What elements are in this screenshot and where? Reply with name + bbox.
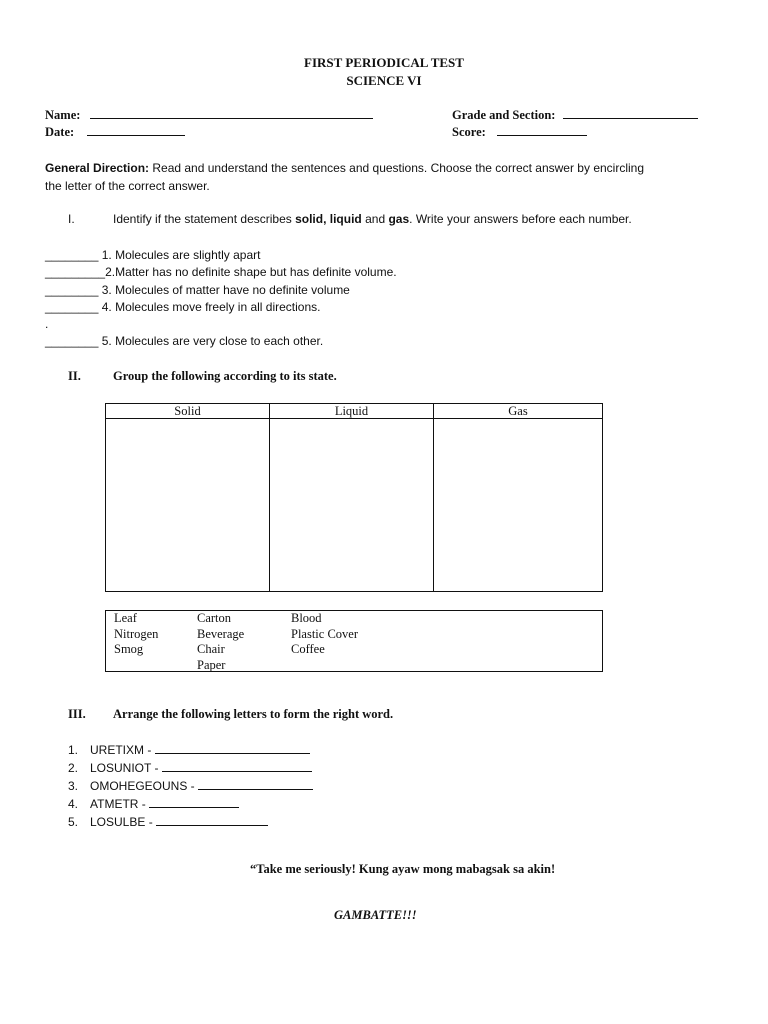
list-item: ________ 5. Molecules are very close to each other.	[45, 334, 324, 349]
item-number: 1.	[68, 743, 79, 757]
direction-text-2: the letter of the correct answer.	[45, 179, 210, 193]
scrambled-word: ATMETR -	[90, 797, 146, 811]
part3-item-list	[68, 741, 313, 831]
part1-item-list	[45, 247, 397, 351]
general-direction	[45, 159, 644, 195]
list-item: _________2.Matter has no definite shape but has definite volume.	[45, 265, 397, 280]
date-label: Date:	[45, 125, 75, 139]
scrambled-word: LOSUNIOT -	[90, 761, 159, 775]
list-item: Leaf	[114, 611, 137, 625]
list-item: ________ 1. Molecules are slightly apart	[45, 248, 261, 262]
list-item	[68, 759, 313, 777]
list-item	[68, 741, 313, 759]
item-bank-col-2	[197, 611, 244, 673]
list-item: Plastic Cover	[291, 626, 359, 641]
closing-quote: “Take me seriously! Kung ayaw mong mabagsak sa akin!	[250, 862, 556, 876]
page-subtitle: SCIENCE VI	[346, 73, 422, 88]
name-label: Name:	[45, 108, 81, 122]
name-blank[interactable]	[90, 107, 373, 119]
scrambled-word: URETIXM -	[90, 743, 152, 757]
list-item: Chair	[197, 642, 225, 656]
part1-instruction-post: . Write your answers before each number.	[409, 212, 632, 226]
part3-instruction: Arrange the following letters to form the right word.	[113, 707, 394, 721]
list-item: ________ 4. Molecules move freely in all directions.	[45, 299, 321, 314]
closing-message: GAMBATTE!!!	[334, 908, 417, 922]
grade-section-field[interactable]	[452, 107, 698, 123]
page-title: FIRST PERIODICAL TEST	[304, 55, 464, 70]
item-bank-col-3	[291, 611, 358, 658]
item-bank-box	[105, 610, 603, 672]
table-header-liquid: Liquid	[270, 404, 434, 419]
gas-answer-cell[interactable]	[434, 419, 603, 592]
name-field[interactable]	[45, 107, 373, 123]
liquid-answer-cell[interactable]	[270, 419, 434, 592]
list-item: Coffee	[291, 642, 325, 656]
grade-section-label: Grade and Section:	[452, 108, 556, 122]
date-blank[interactable]	[87, 124, 185, 136]
scrambled-word: OMOHEGEOUNS -	[90, 779, 195, 793]
table-header-solid: Solid	[106, 404, 270, 419]
part1-instruction	[113, 212, 632, 226]
list-item	[68, 813, 313, 831]
list-item: Beverage	[197, 626, 245, 641]
answer-blank[interactable]	[156, 814, 268, 826]
score-field[interactable]	[452, 124, 587, 140]
direction-text: Read and understand the sentences and questions. Choose the correct answer by encircling	[149, 161, 645, 175]
list-item: ________ 3. Molecules of matter have no definite volume	[45, 282, 350, 297]
part1-instruction-bold: solid, liquid	[295, 212, 362, 226]
answer-blank[interactable]	[149, 796, 239, 808]
item-number: 2.	[68, 761, 79, 775]
item-number: 5.	[68, 815, 79, 829]
item-number: 3.	[68, 779, 79, 793]
answer-blank[interactable]	[198, 778, 313, 790]
part1-numeral: I.	[68, 212, 75, 226]
list-item: Nitrogen	[114, 626, 159, 641]
answer-blank[interactable]	[162, 760, 312, 772]
part1-instruction-pre: Identify if the statement describes	[113, 212, 296, 226]
item-bank-col-1	[114, 611, 158, 658]
part1-instruction-bold2: gas	[388, 212, 410, 226]
score-blank[interactable]	[497, 124, 587, 136]
scrambled-word: LOSULBE -	[90, 815, 153, 829]
item-number: 4.	[68, 797, 79, 811]
list-item	[68, 795, 313, 813]
score-label: Score:	[452, 125, 486, 139]
list-item: Smog	[114, 642, 144, 656]
part1-instruction-mid: and	[361, 212, 389, 226]
list-item	[68, 777, 313, 795]
answer-blank[interactable]	[155, 742, 310, 754]
table-header-gas: Gas	[434, 404, 603, 419]
part2-numeral: II.	[68, 369, 81, 383]
part3-numeral: III.	[68, 707, 86, 721]
part2-instruction: Group the following according to its state.	[113, 369, 337, 383]
states-table	[105, 403, 603, 592]
list-item: Carton	[197, 611, 232, 625]
list-item: .	[45, 317, 49, 332]
date-field[interactable]	[45, 124, 185, 140]
list-item: Blood	[291, 611, 322, 625]
solid-answer-cell[interactable]	[106, 419, 270, 592]
list-item: Paper	[197, 657, 226, 672]
grade-section-blank[interactable]	[563, 107, 698, 119]
direction-label: General Direction:	[45, 161, 150, 175]
